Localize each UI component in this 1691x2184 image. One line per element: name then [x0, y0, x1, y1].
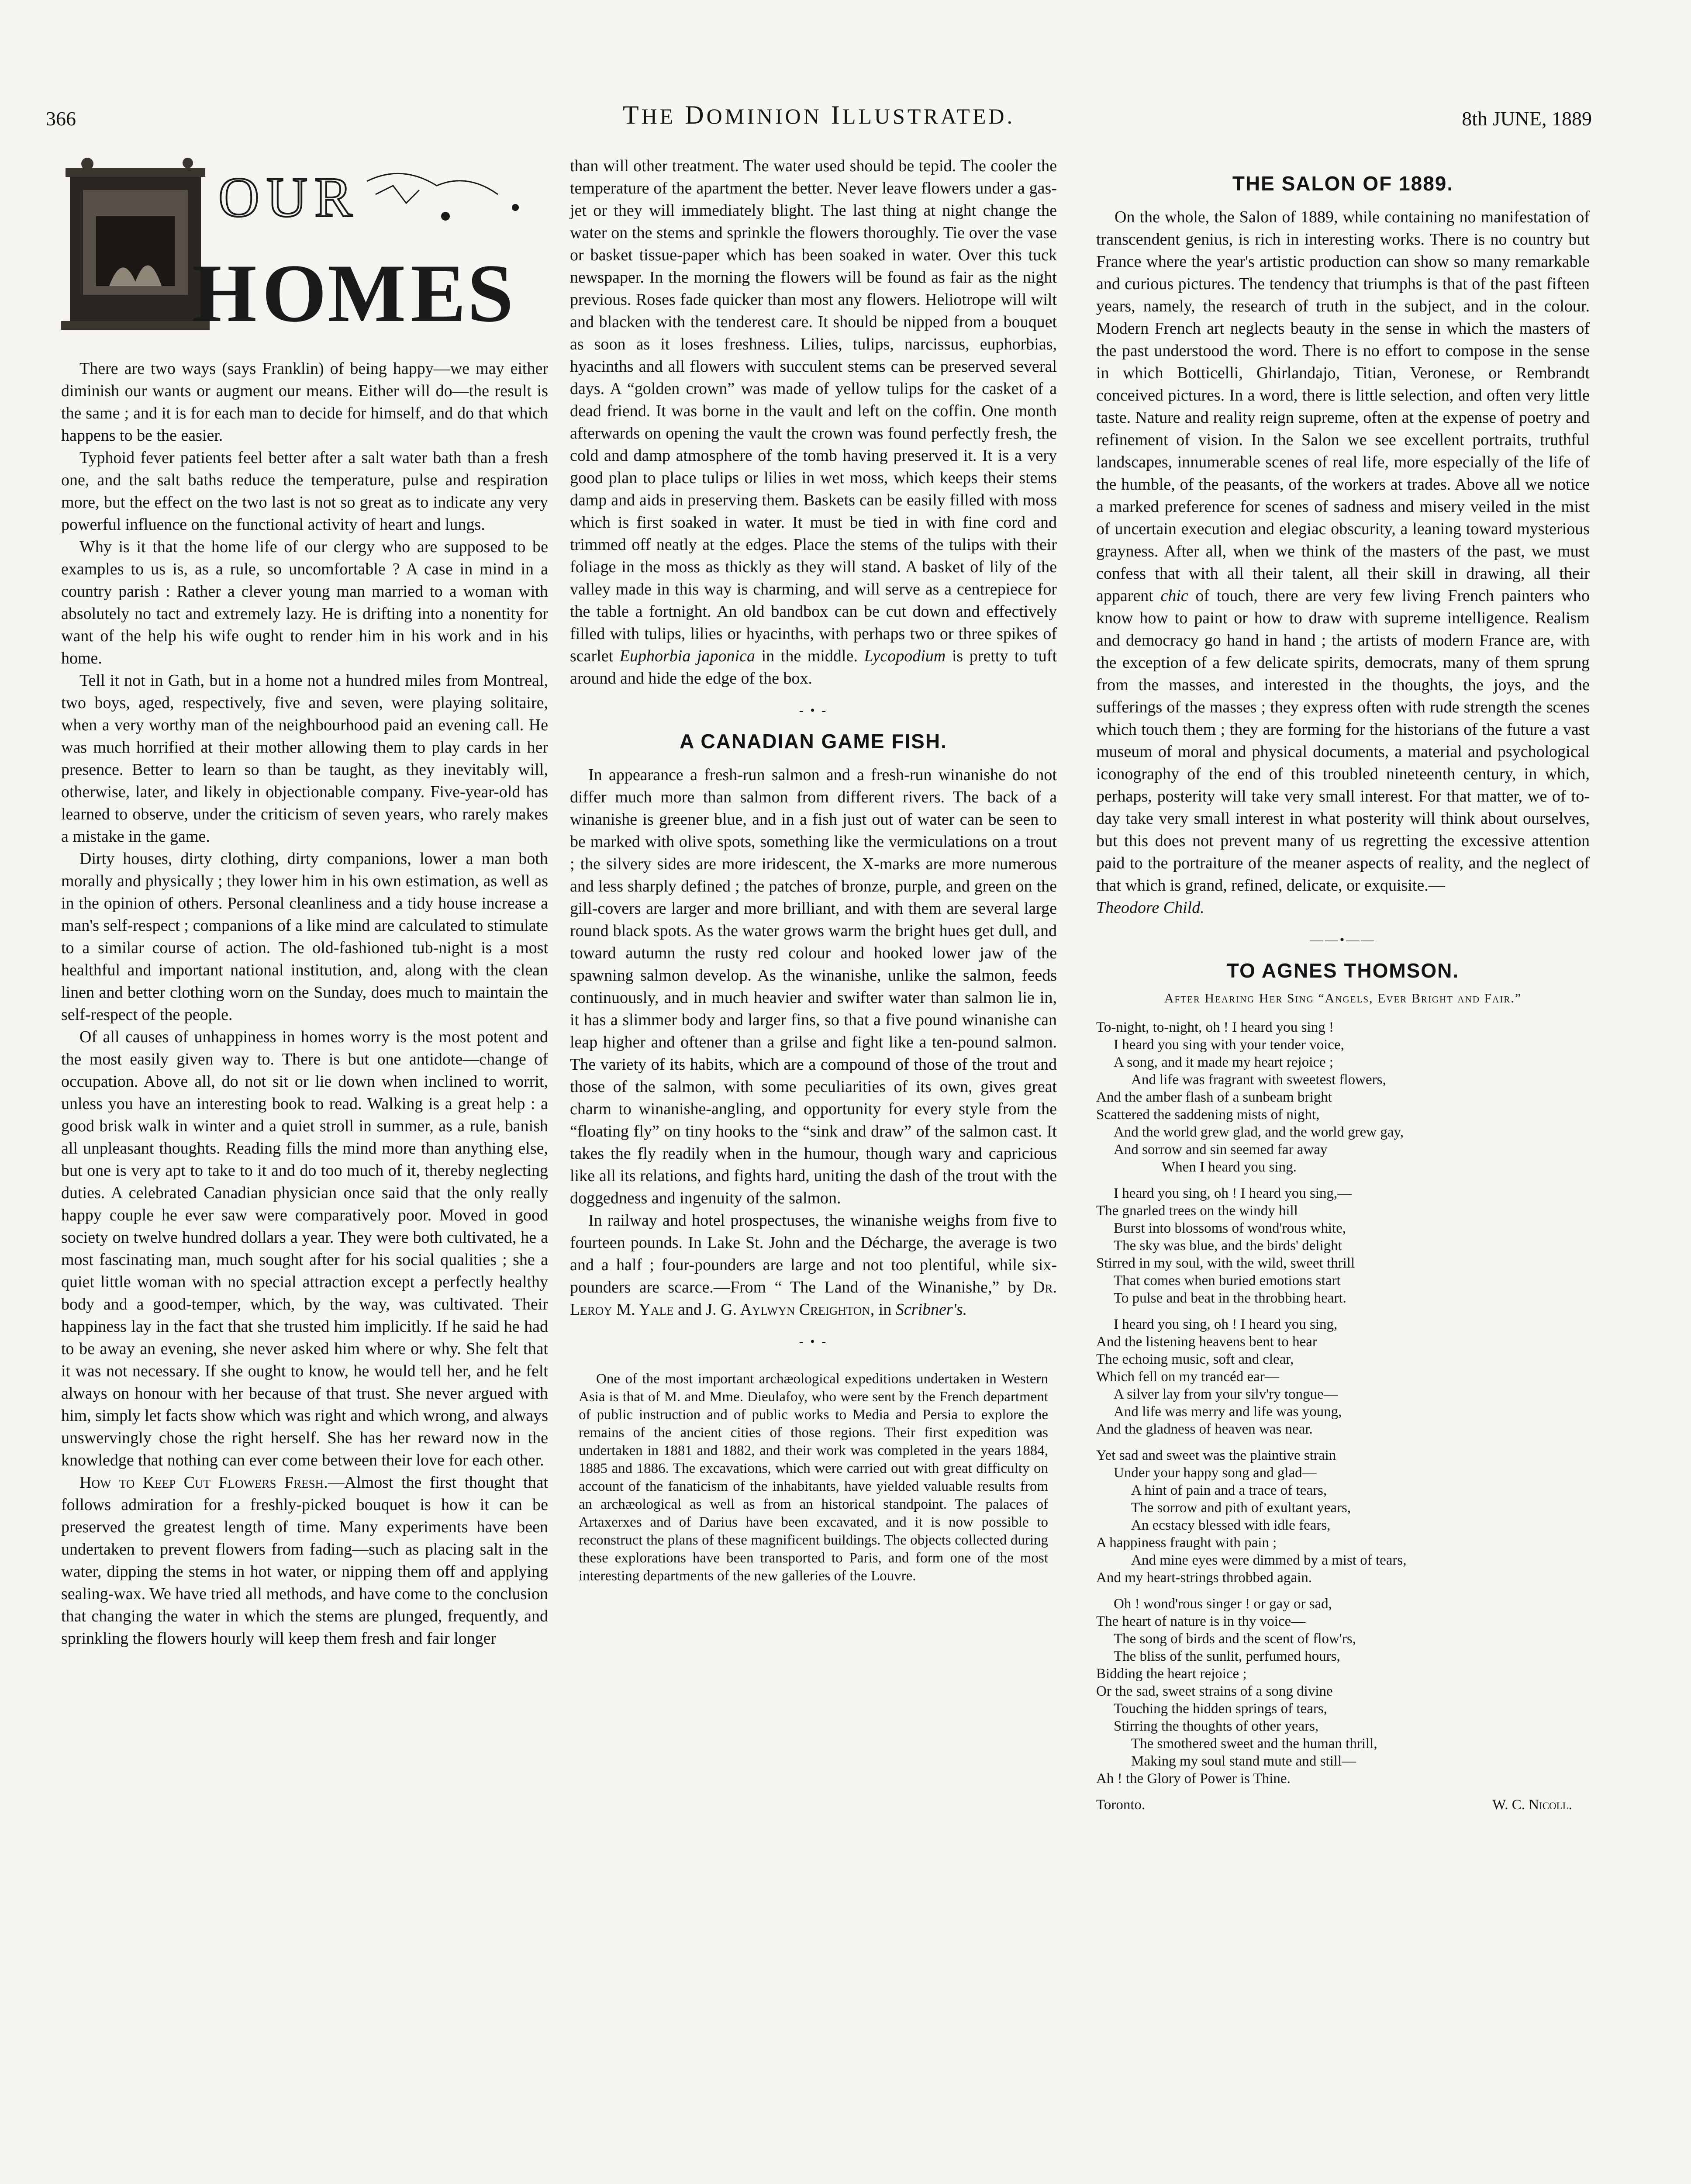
salon-paragraph: On the whole, the Salon of 1889, while containing no manifestation of transcendent genius, is rich in interesting works. There is no country but France where the year's artistic production can show so many remarkable and curious pictures. The tendency that triumphs is that of the past fifteen years, namely, the research of truth in the subject, and in the colour. Modern French art neglects beauty in the sense in which the masters of the past understood the word. There is no effort to compose in the sense in which Botticelli, Ghirlandajo, Titian, Veronese, or Rembrandt conceived pictures. In a word, there is little selection, and often very little taste. Nature and reality reign supreme, often at the expense of poetry and refinement of vision. In the Salon we see excellent portraits, truthful landscapes, innumerable scenes of real life, more especially of the life of the humble, of the peasants, of the workers at trades. Above all we notice a marked preference for scenes of sadness and misery veiled in the mist of uncertain execution and elegiac obscurity, a leaning toward mysterious grayness. After all, when we think of the masters of the past, we must confess that with all their talent, all their skill in drawing, all their apparent chic of touch, there are very few living French painters who know how to paint or how to draw with supreme intelligence. Realism and democracy go hand in hand ; the artists of modern France are, with the exception of a few delicate spirits, democrats, many of them sprung from the masses, and interested in the thoughts, the joys, and the sufferings of the masses ; they express often with rude strength the scenes which touch them ; they are forming for the historians of the future a vast museum of moral and physical documents, a material and psychological iconography of the end of this troubled nineteenth century, in which, perhaps, posterity will take very small interest. For that matter, we of to-day take very small interest in what posterity will think about ourselves, but this does not prevent many of us regretting the excessive attention paid to the portraiture of the meaner aspects of reality, and the neglect of that which is grand, refined, delicate, or exquisite.— Theodore Child.: [1096, 208, 1590, 917]
column-1: [61, 155, 548, 1650]
fireplace-illustration: [61, 158, 210, 330]
salon-author: Theodore Child.: [1096, 898, 1204, 917]
homes-lettering: [192, 248, 514, 339]
cut-flowers-heading: How to Keep Cut Flowers Fresh.: [79, 1473, 328, 1492]
cut-flowers-paragraph: How to Keep Cut Flowers Fresh.—Almost the first thought that follows admiration for a freshly-picked bouquet is how it can be preserved the greatest length of time. Many experiments have been undertaken to prevent flowers from fading—such as placing salt in the water, dipping the stems in hot water, or nipping them off and applying sealing-wax. We have tried all methods, and have come to the conclusion that changing the water in which the stems are plunged, frequently, and sprinkling the flowers hourly will keep them fresh and fair longer: [61, 1473, 548, 1648]
archaeology-paragraph: One of the most important archæological expeditions undertaken in Western Asia is that of M. and Mme. Dieulafoy, who were sent by the French department of public instruction and of public works to Media and Persia to explore the remains of the ancient cities of those regions. Their first expedition was undertaken in 1881 and 1882, and their work was completed in the years 1884, 1885 and 1886. The excavations, which were carried out with great difficulty on account of the fanaticism of the inhabitants, have yielded valuable results from an archæological as well as from an historical standpoint. The palaces of Artaxerxes and of Darius have been excavated, and it is now possible to reconstruct the plans of these magnificent buildings. The objects collected during these explorations have been transported to Paris, and form one of the most interesting departments of the new galleries of the Louvre.: [579, 1371, 1048, 1584]
section-ornament: - • -: [799, 703, 828, 718]
homes-paragraph-3: Why is it that the home life of our clergy who are supposed to be examples to us is, as a rule, so uncomfortable ? A case in mind in a country parish : Rather a clever young man married to a woman with absolutely no tact and extremely lazy. He is drifting into a nonentity for want of the help his wife ought to render him in his work and in his home.: [61, 538, 548, 667]
homes-paragraph-5: Dirty houses, dirty clothing, dirty companions, lower a man both morally and physically ; they lower him in his own estimation, as well as in the opinion of others. Personal cleanliness and a tidy house increase a man's self-respect ; companions of a like mind are calculated to stimulate to a similar course of action. The old-fashioned tub-night is a most healthful and important national institution, and, along with the clean linen and better clothing worn on the Sunday, does much to maintain the self-respect of the people.: [61, 850, 548, 1024]
homes-paragraph-4: Tell it not in Gath, but in a home not a hundred miles from Montreal, two boys, aged, respectively, five and seven, were playing solitaire, when a very worthy man of the neighbourhood paid an evening call. He was much horrified at their mother allowing them to play cards in her presence. Better to learn so than be taught, as they inevitably will, otherwise, later, and likely in objectionable company. Five-year-old has learned to observe, under the criticism of seven years, who rarely makes a mistake in the game.: [61, 671, 548, 846]
svg-text:S: S: [467, 248, 514, 339]
section-ornament: - • -: [799, 1334, 828, 1349]
game-fish-title: A CANADIAN GAME FISH.: [680, 730, 947, 753]
poem-stanza: I heard you sing, oh ! I heard you sing,— The gnarled trees on the windy hill Burst into blossoms of wond'rous white, The sky was blue, and the birds' delight Stirred in my soul, with the wild, sweet thrill That comes when buried emotions start To pulse and beat in the throbbing heart.: [1096, 1185, 1355, 1306]
poem-stanza: To-night, to-night, oh ! I heard you sing ! I heard you sing with your tender voice, A song, and it made my heart rejoice ; And life was fragrant with sweetest flowers, And the amber flash of a sunbeam bright Scattered the saddening mists of night, And the world grew glad, and the world grew gay, And sorrow and sin seemed far away When I heard you sing.: [1096, 1019, 1404, 1175]
our-homes-logo: [61, 155, 548, 339]
poem-author: W. C. Nicoll.: [1492, 1797, 1572, 1813]
archaeology-note: [570, 1370, 1057, 1585]
poem-subtitle: After Hearing Her Sing “Angels, Ever Bright and Fair.”: [1164, 991, 1522, 1006]
poem-title: TO AGNES THOMSON.: [1226, 959, 1460, 982]
svg-text:O: O: [262, 248, 327, 339]
page-number: 366: [46, 107, 76, 130]
homes-paragraph-1: There are two ways (says Franklin) of being happy—we may either diminish our wants or augment our means. Either will do—the result is the same ; and it is for each man to decide for himself, and do that which happens to be the easier.: [61, 359, 548, 445]
our-lettering: [218, 166, 352, 229]
poem-body: [1096, 1019, 1590, 1814]
game-fish-paragraph-2: In railway and hotel prospectuses, the winanishe weighs from five to fourteen pounds. In Lake St. John and the Décharge, the average is two and a half ; four-pounders are large and not too plentiful, while six-pounders are scarce.—From “ The Land of the Winanishe,” by Dr. Leroy M. Yale and J. G. Aylwyn Creighton, in Scribner's.: [570, 1211, 1057, 1319]
page-header: [46, 94, 1592, 138]
section-ornament: ——•——: [1310, 933, 1376, 947]
salon-title: THE SALON OF 1889.: [1232, 172, 1454, 195]
poem-stanza: Oh ! wond'rous singer ! or gay or sad, The heart of nature is in thy voice— The song of birds and the scent of flow'rs, The bliss of the sunlit, perfumed hours, Bidding the heart rejoice ; Or the sad, sweet strains of a song divine Touching the hidden springs of tears, Stirring the thoughts of other years, The smothered sweet and the human thrill, Making my soul stand mute and still— Ah ! the Glory of Power is Thine.: [1096, 1596, 1377, 1787]
poem-place: Toronto.: [1096, 1797, 1146, 1813]
homes-paragraph-2: Typhoid fever patients feel better after a salt water bath than a fresh one, and the salt baths reduce the temperature, pulse and respiration more, but the effect on the two last is not so great as to indicate any very powerful influence on the functional activity of heart and lungs.: [61, 449, 548, 534]
masthead-title: THE DOMINION ILLUSTRATED.: [623, 100, 1015, 129]
svg-text:O: O: [218, 166, 259, 229]
cut-flowers-continued: than will other treatment. The water used should be tepid. The cooler the temperature of the apartment the better. Never leave flowers under a gas-jet or they will immediately blight. The last thing at night change the water on the stems and sprinkle the flowers thoroughly. Tie over the vase or basket tissue-paper which has been soaked in water. Over this tuck newspaper. In the morning the flowers will be found as fair as the night previous. Roses fade quicker than most any flowers. Heliotrope will wilt and blacken with the tenderest care. It should be nipped from a bouquet as soon as it loses freshness. Lilies, tulips, narcissus, euphorbias, hyacinths and all flowers with succulent stems can be preserved several days. A “golden crown” was made of yellow tulips for the casket of a dead friend. It was borne in the vault and left on the coffin. One month afterwards on opening the vault the crown was found perfectly fresh, the cold and damp atmosphere of the tomb having preserved it. It is a very good plan to place tulips or lilies in wet moss, which keeps their stems damp and aids in preserving them. Baskets can be easily filled with moss which is first soaked in water. It must be tied in with fine cord and trimmed off neatly at the edges. Place the stems of the tulips with their foliage in the moss as thickly as they will stand. A basket of lily of the valley made in this way is charming, and will serve as a centrepiece for the table a fortnight. An old bandbox can be cut down and effectively filled with tulips, lilies or hyacinths, with perhaps two or three spikes of scarlet Euphorbia japonica in the middle. Lycopodium is pretty to tuft around and hide the edge of the box.: [570, 157, 1057, 688]
svg-text:R: R: [314, 166, 352, 229]
svg-text:M: M: [328, 248, 406, 339]
column-3: [1096, 155, 1590, 1814]
svg-text:E: E: [411, 248, 466, 339]
game-fish-paragraph-1: In appearance a fresh-run salmon and a fresh-run winanishe do not differ much more than salmon from different rivers. The back of a winanishe is greener blue, and in a fish just out of water can be seen to be marked with olive spots, something like the vermiculations on a trout ; the silvery sides are more iridescent, the X-marks are more numerous and less sharply defined ; the patches of bronze, purple, and green on the gill-covers are larger and more brilliant, and with them are several large round black spots. As the water grows warm the bright hues get dull, and toward autumn the rusty red colour and hooked lower jaw of the spawning salmon develop. As the winanishe, unlike the salmon, feeds continuously, and in much heavier and swifter water than salmon lie in, it has a slimmer body and larger fins, so that a five pound winanishe can leap higher and oftener than a grilse and fight like a ten-pound salmon. The variety of its habits, which are a compound of those of the trout and those of the salmon, with some peculiarities of its own, gives great charm to winanishe-angling, and opportunity for every style from the “floating fly” on tiny hooks to the “sink and draw” of the salmon cast. It takes the fly readily when in the humour, though wary and capricious like all its relations, and fights hard, uniting the dash of the trout with the doggedness and ingenuity of the salmon.: [570, 766, 1057, 1207]
svg-text:H: H: [192, 248, 257, 339]
homes-paragraph-6: Of all causes of unhappiness in homes worry is the most potent and the most easily given way to. There is but one antidote—change of occupation. Above all, do not sit or lie down when inclined to worrit, unless you have an interesting book to read. Walking is a great help : a good brisk walk in winter and a quiet stroll in summer, as a rule, banish all unpleasant thoughts. Reading fills the mind more than anything else, but one is very apt to take to it and do too much of it, thereby neglecting duties. A celebrated Canadian physician once said that the only really happy couple he ever saw were comparatively poor. Moved in good society on twelve hundred dollars a year. They were both cultivated, he a most fascinating man, much sought after for his social qualities ; she a quiet little woman with no special attraction except a perfectly healthy body and a good-temper, which, by the way, was cultivated. Their happiness lay in the fact that she trusted him implicitly. If he said he had to be away an evening, she never asked him where or why. She felt that it was not necessary. If she ought to know, he would tell her, and he felt always on honour with her because of that trust. She never argued with him, simply let facts show which was right and which wrong, and always unswervingly chose the right herself. She has her reward now in the knowledge that nothing can ever come between their love for each other.: [61, 1028, 548, 1469]
poem-signature: [1096, 1796, 1590, 1814]
page-date: 8th JUNE, 1889: [1462, 107, 1592, 130]
column-2: [570, 155, 1057, 1585]
poem-stanza: I heard you sing, oh ! I heard you sing, And the listening heavens bent to hear The echoing music, soft and clear, Which fell on my trancéd ear— A silver lay from your silv'ry tongue— And life was merry and life was young, And the gladness of heaven was near.: [1096, 1317, 1342, 1437]
svg-text:U: U: [266, 166, 307, 229]
poem-stanza: Yet sad and sweet was the plaintive strain Under your happy song and glad— A hint of pain and a trace of tears, The sorrow and pith of exultant years, An ecstacy blessed with idle fears, A happiness fraught with pain ; And mine eyes were dimmed by a mist of tears, And my heart-strings throbbed again.: [1096, 1448, 1407, 1586]
